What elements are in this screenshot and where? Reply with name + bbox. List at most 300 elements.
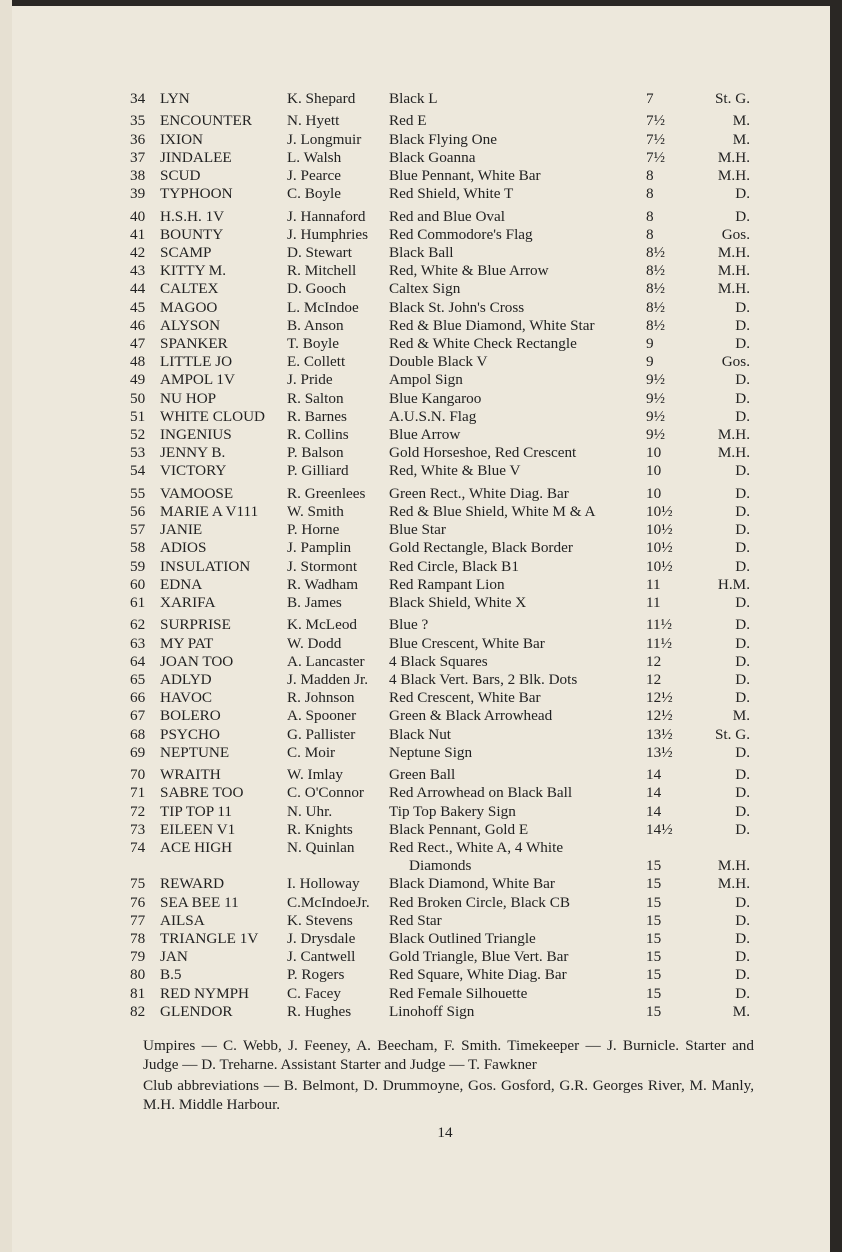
handicap: 15 <box>646 984 662 1002</box>
sail-emblem: Red Female Silhouette <box>389 984 528 1002</box>
boat-name: HAVOC <box>160 689 213 707</box>
sail-emblem: Gold Triangle, Blue Vert. Bar <box>389 948 569 966</box>
boat-name: IXION <box>160 130 204 148</box>
handicap: 15 <box>646 857 662 875</box>
handicap: 13½ <box>646 743 673 761</box>
handicap: 10½ <box>646 557 673 575</box>
sail-emblem: Black Flying One <box>389 130 497 148</box>
boat-name: ACE HIGH <box>160 838 233 856</box>
club-abbreviation: D. <box>735 802 750 820</box>
handicap: 15 <box>646 929 662 947</box>
boat-name: NU HOP <box>160 389 217 407</box>
sail-emblem: 4 Black Vert. Bars, 2 Blk. Dots <box>389 671 578 688</box>
sail-emblem: Red & White Check Rectangle <box>389 335 577 353</box>
handicap: 8 <box>646 225 654 243</box>
handicap: 9 <box>646 353 654 371</box>
entry-number: 67 <box>130 707 146 725</box>
owner-name: T. Boyle <box>287 335 340 353</box>
boat-name: LITTLE JO <box>160 353 233 371</box>
boat-name: TIP TOP 11 <box>160 802 233 820</box>
entry-number: 66 <box>130 689 146 707</box>
boat-name: SPANKER <box>160 335 228 353</box>
handicap: 10 <box>646 444 662 462</box>
club-abbreviation: D. <box>735 743 750 761</box>
sail-emblem: Blue Pennant, White Bar <box>389 167 541 185</box>
handicap: 11½ <box>646 616 673 634</box>
entry-row <box>130 985 754 1003</box>
boat-name: RED NYMPH <box>160 984 250 1002</box>
club-abbreviation: Gos. <box>721 353 750 371</box>
handicap: 14½ <box>646 820 673 838</box>
boat-name: AILSA <box>160 911 205 929</box>
club-abbreviation: D. <box>735 539 750 557</box>
entry-number: 73 <box>130 820 146 838</box>
club-abbreviation: M.H. <box>717 857 750 875</box>
club-abbreviation: D. <box>735 984 750 1002</box>
handicap: 15 <box>646 948 662 966</box>
sail-emblem: Black Outlined Triangle <box>389 929 536 947</box>
handicap: 10 <box>646 484 662 502</box>
sail-emblem: Blue Star <box>389 521 446 539</box>
sail-emblem: Neptune Sign <box>389 743 473 761</box>
boat-name: JOAN TOO <box>160 652 234 670</box>
entry-row <box>130 521 754 539</box>
handicap: 12 <box>646 652 662 670</box>
owner-name: J. Longmuir <box>287 130 362 148</box>
club-abbreviation: M.H. <box>717 425 750 443</box>
club-abbreviation: D. <box>735 298 750 316</box>
club-abbreviation: D. <box>735 316 750 334</box>
entry-number: 45 <box>130 298 146 316</box>
club-abbreviation: M.H. <box>717 244 750 262</box>
boat-name: MY PAT <box>160 634 214 652</box>
club-abbreviation: D. <box>735 484 750 502</box>
entry-row <box>130 1003 754 1021</box>
club-abbreviation: D. <box>735 652 750 670</box>
entry-row <box>130 408 754 426</box>
club-abbreviation: D. <box>735 557 750 575</box>
boat-name: INSULATION <box>160 557 251 575</box>
entry-row <box>130 299 754 317</box>
sail-emblem: Red Arrowhead on Black Ball <box>389 784 573 802</box>
sail-emblem: Black Diamond, White Bar <box>389 875 555 893</box>
club-abbreviation: D. <box>735 389 750 407</box>
entry-number: 46 <box>130 316 146 334</box>
handicap: 13½ <box>646 725 673 743</box>
entry-number: 39 <box>130 185 146 203</box>
entry-number: 38 <box>130 167 146 185</box>
entry-number: 74 <box>130 838 146 856</box>
entry-number: 53 <box>130 444 146 462</box>
sail-emblem: Red Circle, Black B1 <box>389 557 519 575</box>
club-abbreviation: D. <box>735 689 750 707</box>
handicap: 8 <box>646 185 654 203</box>
boat-name: JINDALEE <box>160 148 232 166</box>
entry-number: 51 <box>130 407 146 425</box>
entry-row <box>130 149 754 167</box>
boat-name: CALTEX <box>160 280 219 298</box>
entry-number: 68 <box>130 725 146 743</box>
handicap: 11½ <box>646 634 673 652</box>
entry-row <box>130 594 754 612</box>
owner-name: K. McLeod <box>287 616 358 634</box>
handicap: 15 <box>646 893 662 911</box>
boat-name: VAMOOSE <box>160 484 234 502</box>
club-abbreviation: D. <box>735 893 750 911</box>
sail-emblem: Blue ? <box>389 616 429 634</box>
owner-name: I. Holloway <box>287 875 360 893</box>
owner-name: J. Pride <box>287 371 333 389</box>
handicap: 7 <box>646 90 654 107</box>
club-abbreviation: D. <box>735 948 750 966</box>
sail-emblem: Ampol Sign <box>389 371 463 389</box>
entry-row <box>130 966 754 984</box>
entry-number: 41 <box>130 225 146 243</box>
boat-name: WRAITH <box>160 766 221 784</box>
entry-row <box>130 426 754 444</box>
owner-name: C. Moir <box>287 743 336 761</box>
owner-name: K. Stevens <box>287 911 353 929</box>
sail-emblem: Black Shield, White X <box>389 593 527 611</box>
handicap: 8½ <box>646 244 665 262</box>
club-abbreviation: M. <box>732 707 750 725</box>
club-abbreviation: D. <box>735 784 750 802</box>
owner-name: N. Uhr. <box>287 802 333 820</box>
boat-name: LYN <box>160 90 190 107</box>
sail-emblem: Red Commodore's Flag <box>389 225 533 243</box>
entry-row <box>130 894 754 912</box>
sail-emblem: Red Star <box>389 911 442 929</box>
handicap: 11 <box>646 575 661 593</box>
entry-number: 50 <box>130 389 146 407</box>
entry-row <box>130 390 754 408</box>
boat-name: SCAMP <box>160 244 212 262</box>
entry-row <box>130 226 754 244</box>
owner-name: R. Barnes <box>287 407 347 425</box>
scan-edge-top <box>12 0 842 6</box>
entry-row <box>130 653 754 671</box>
entry-number: 60 <box>130 575 146 593</box>
sail-emblem <box>389 839 647 875</box>
club-abbreviation: D. <box>735 820 750 838</box>
entry-row <box>130 707 754 725</box>
owner-name: G. Pallister <box>287 725 356 743</box>
boat-name: JANIE <box>160 521 203 539</box>
entry-number: 48 <box>130 353 146 371</box>
entry-row <box>130 280 754 298</box>
boat-name: VICTORY <box>160 462 227 480</box>
entry-row <box>130 616 754 634</box>
club-abbreviation: M. <box>732 112 750 130</box>
club-abbreviation: D. <box>735 207 750 225</box>
sail-emblem: Black St. John's Cross <box>389 298 525 316</box>
entry-row <box>130 784 754 802</box>
boat-name: SEA BEE 11 <box>160 893 239 911</box>
owner-name: R. Salton <box>287 389 344 407</box>
boat-name: H.S.H. 1V <box>160 207 225 225</box>
owner-name: P. Rogers <box>287 966 345 984</box>
entry-row <box>130 803 754 821</box>
entry-number: 61 <box>130 593 146 611</box>
club-abbreviation: D. <box>735 185 750 203</box>
entry-row <box>130 462 754 480</box>
entry-number: 63 <box>130 634 146 652</box>
club-abbreviation: D. <box>735 766 750 784</box>
sail-emblem: Green Ball <box>389 766 456 784</box>
entry-row <box>130 930 754 948</box>
sail-emblem: Green & Black Arrowhead <box>389 707 553 725</box>
entry-number: 77 <box>130 911 146 929</box>
handicap: 14 <box>646 784 662 802</box>
page-number: 14 <box>437 1124 453 1141</box>
sail-emblem: Black Nut <box>389 725 452 743</box>
handicap: 15 <box>646 966 662 984</box>
entry-number: 57 <box>130 521 146 539</box>
entry-row <box>130 371 754 389</box>
boat-name: ADIOS <box>160 539 207 557</box>
entry-row <box>130 485 754 503</box>
entry-row <box>130 244 754 262</box>
entry-row <box>130 671 754 689</box>
entry-row <box>130 503 754 521</box>
owner-name: J. Hannaford <box>287 207 366 225</box>
entry-number: 52 <box>130 425 146 443</box>
entry-number: 43 <box>130 262 146 280</box>
entry-number: 58 <box>130 539 146 557</box>
entry-number: 76 <box>130 893 146 911</box>
club-abbreviation: D. <box>735 929 750 947</box>
handicap: 10½ <box>646 503 673 521</box>
owner-name: J. Cantwell <box>287 948 356 966</box>
sail-emblem: Black Pennant, Gold E <box>389 820 529 838</box>
handicap: 12½ <box>646 689 673 707</box>
handicap: 7½ <box>646 148 665 166</box>
entry-number: 54 <box>130 462 146 480</box>
sail-emblem: Red Square, White Diag. Bar <box>389 966 567 984</box>
entry-number: 36 <box>130 130 146 148</box>
entry-number: 34 <box>130 90 146 107</box>
owner-name: W. Imlay <box>287 766 343 784</box>
entry-row <box>130 262 754 280</box>
boat-name: EILEEN V1 <box>160 820 236 838</box>
sail-emblem: Blue Kangaroo <box>389 389 482 407</box>
boat-name: AMPOL 1V <box>160 371 235 389</box>
entry-number: 42 <box>130 244 146 262</box>
boat-name: EDNA <box>160 575 203 593</box>
entry-row <box>130 317 754 335</box>
entry-number: 47 <box>130 335 146 353</box>
boat-name: INGENIUS <box>160 425 232 443</box>
sail-emblem: Blue Crescent, White Bar <box>389 634 545 652</box>
owner-name: W. Dodd <box>287 634 342 652</box>
sail-emblem: Caltex Sign <box>389 280 461 298</box>
club-abbreviation: M.H. <box>717 280 750 298</box>
owner-name: L. Walsh <box>287 148 342 166</box>
handicap: 10½ <box>646 521 673 539</box>
entry-number: 55 <box>130 484 146 502</box>
owner-name: J. Stormont <box>287 557 358 575</box>
club-abbreviation: D. <box>735 593 750 611</box>
club-abbreviation: M. <box>732 130 750 148</box>
boat-name: SCUD <box>160 167 201 185</box>
owner-name: D. Gooch <box>287 280 347 298</box>
sail-emblem: Red E <box>389 112 427 130</box>
owner-name: C.McIndoeJr. <box>287 893 370 911</box>
owner-name: R. Hughes <box>287 1002 352 1020</box>
club-abbreviation: D. <box>735 911 750 929</box>
club-abbreviation: D. <box>735 616 750 634</box>
handicap: 8 <box>646 207 654 225</box>
owner-name: D. Stewart <box>287 244 352 262</box>
entry-number: 69 <box>130 743 146 761</box>
sail-emblem: Blue Arrow <box>389 425 461 443</box>
entry-row <box>130 167 754 185</box>
handicap: 15 <box>646 875 662 893</box>
owner-name: N. Hyett <box>287 112 340 130</box>
entry-row <box>130 558 754 576</box>
entry-list <box>130 90 754 1021</box>
entry-number: 65 <box>130 671 146 688</box>
handicap: 15 <box>646 911 662 929</box>
handicap: 8 <box>646 167 654 185</box>
owner-name: W. Smith <box>287 503 344 521</box>
club-abbreviation: M.H. <box>717 167 750 185</box>
handicap: 15 <box>646 1002 662 1020</box>
entry-row <box>130 744 754 762</box>
boat-name: TYPHOON <box>160 185 233 203</box>
entry-number: 75 <box>130 875 146 893</box>
entry-number: 70 <box>130 766 146 784</box>
handicap: 7½ <box>646 112 665 130</box>
boat-name: KITTY M. <box>160 262 227 280</box>
club-abbreviation: M.H. <box>717 875 750 893</box>
entry-row <box>130 635 754 653</box>
boat-name: GLENDOR <box>160 1002 233 1020</box>
entry-number: 40 <box>130 207 146 225</box>
entry-number: 56 <box>130 503 146 521</box>
owner-name: E. Collett <box>287 353 346 371</box>
handicap: 10 <box>646 462 662 480</box>
club-abbreviation: M.H. <box>717 148 750 166</box>
sail-emblem: Red Crescent, White Bar <box>389 689 541 707</box>
sail-emblem: Black L <box>389 90 438 107</box>
sail-emblem: Red & Blue Shield, White M & A <box>389 503 596 521</box>
handicap: 11 <box>646 593 661 611</box>
boat-name: TRIANGLE 1V <box>160 929 259 947</box>
sail-emblem: Tip Top Bakery Sign <box>389 802 516 820</box>
boat-name: NEPTUNE <box>160 743 230 761</box>
owner-name: A. Spooner <box>287 707 357 725</box>
owner-name: C. O'Connor <box>287 784 364 802</box>
sail-emblem-line: Red Rect., White A, 4 White <box>389 838 564 856</box>
entry-row <box>130 821 754 839</box>
entry-number: 64 <box>130 652 146 670</box>
boat-name: BOLERO <box>160 707 221 725</box>
owner-name: R. Mitchell <box>287 262 357 280</box>
handicap: 14 <box>646 802 662 820</box>
sail-emblem: Red Shield, White T <box>389 185 514 203</box>
owner-name: R. Wadham <box>287 575 359 593</box>
owner-name: P. Balson <box>287 444 344 462</box>
boat-name: ENCOUNTER <box>160 112 252 130</box>
entry-row <box>130 185 754 203</box>
entry-row <box>130 131 754 149</box>
sail-emblem: 4 Black Squares <box>389 652 488 670</box>
boat-name: BOUNTY <box>160 225 224 243</box>
entry-row <box>130 839 754 875</box>
owner-name: J. Madden Jr. <box>287 671 368 688</box>
club-abbreviation: H.M. <box>717 575 750 593</box>
owner-name: J. Pamplin <box>287 539 352 557</box>
handicap: 14 <box>646 766 662 784</box>
handicap: 8½ <box>646 298 665 316</box>
entry-number: 59 <box>130 557 146 575</box>
sail-emblem: Green Rect., White Diag. Bar <box>389 484 569 502</box>
handicap: 9 <box>646 335 654 353</box>
sail-emblem: Red, White & Blue V <box>389 462 521 480</box>
owner-name: R. Knights <box>287 820 353 838</box>
entry-number: 35 <box>130 112 146 130</box>
sail-emblem: Gold Horseshoe, Red Crescent <box>389 444 577 462</box>
handicap: 8½ <box>646 280 665 298</box>
owner-name: A. Lancaster <box>287 652 365 670</box>
boat-name: XARIFA <box>160 593 216 611</box>
owner-name: B. James <box>287 593 342 611</box>
entry-row <box>130 444 754 462</box>
owner-name: N. Quinlan <box>287 838 355 856</box>
officials-note: Umpires — C. Webb, J. Feeney, A. Beecham, F. Smith. Timekeeper — J. Burnicle. Starter and Judge — D. Treharne. Assistant Starter and Judge — T. Fawkner <box>143 1037 754 1073</box>
club-abbreviation: D. <box>735 462 750 480</box>
club-abbreviation: D. <box>735 407 750 425</box>
owner-name: K. Shepard <box>287 90 356 107</box>
entry-number: 49 <box>130 371 146 389</box>
owner-name: L. McIndoe <box>287 298 359 316</box>
notes-section <box>143 1036 754 1116</box>
entry-number: 81 <box>130 984 146 1002</box>
handicap: 9½ <box>646 407 665 425</box>
sail-emblem-line: Diamonds <box>409 857 472 875</box>
club-abbreviation: D. <box>735 671 750 688</box>
entry-row <box>130 335 754 353</box>
club-abbreviation: M. <box>732 1002 750 1020</box>
boat-name: PSYCHO <box>160 725 220 743</box>
owner-name: P. Gilliard <box>287 462 349 480</box>
entry-row <box>130 353 754 371</box>
club-abbreviation: D. <box>735 634 750 652</box>
entry-row <box>130 576 754 594</box>
sail-emblem: Black Ball <box>389 244 454 262</box>
entry-row <box>130 766 754 784</box>
entry-number: 44 <box>130 280 146 298</box>
sail-emblem: Red, White & Blue Arrow <box>389 262 549 280</box>
boat-name: ADLYD <box>160 671 212 688</box>
handicap: 10½ <box>646 539 673 557</box>
handicap: 12½ <box>646 707 673 725</box>
entry-number: 71 <box>130 784 146 802</box>
boat-name: MAGOO <box>160 298 218 316</box>
sail-emblem: Gold Rectangle, Black Border <box>389 539 573 557</box>
club-abbreviation: D. <box>735 966 750 984</box>
entry-number: 78 <box>130 929 146 947</box>
owner-name: R. Collins <box>287 425 349 443</box>
boat-name: JAN <box>160 948 188 966</box>
entry-row <box>130 90 754 108</box>
owner-name: J. Drysdale <box>287 929 356 947</box>
club-abbreviation: St. G. <box>714 90 750 107</box>
scan-edge-right <box>830 0 842 1252</box>
entry-number: 62 <box>130 616 146 634</box>
sail-emblem: Red & Blue Diamond, White Star <box>389 316 595 334</box>
